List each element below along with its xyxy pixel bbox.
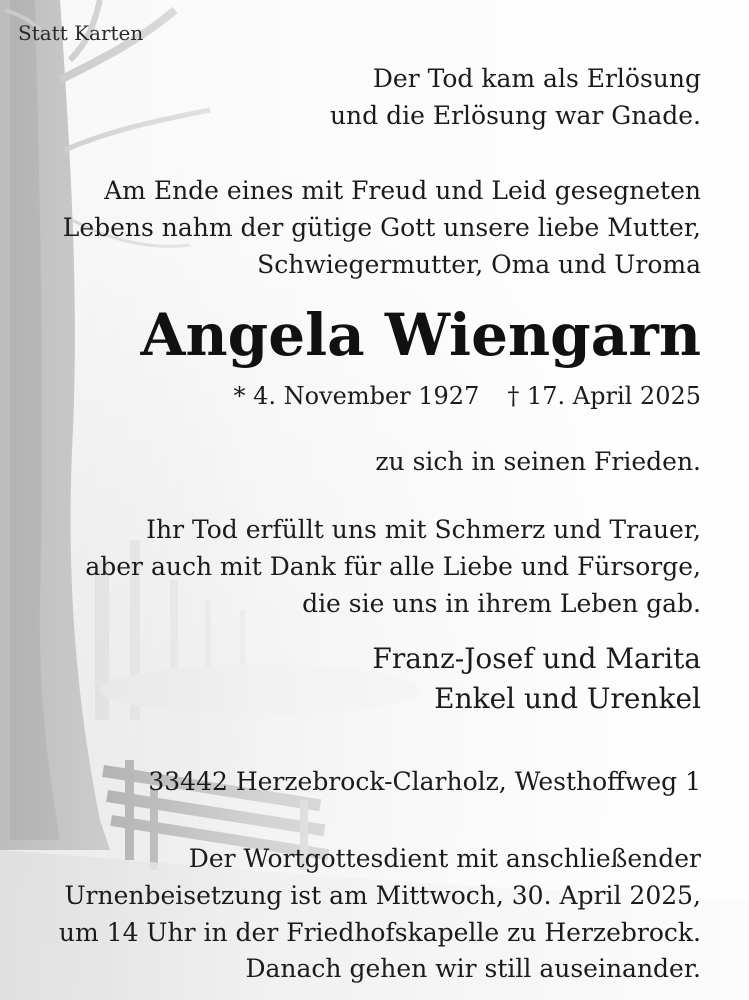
death-date: † 17. April 2025 <box>507 382 701 410</box>
service-line-1: Der Wortgottesdient mit anschließender <box>188 844 701 873</box>
gratitude-line-1: Ihr Tod erfüllt uns mit Schmerz und Trauer, <box>146 515 701 544</box>
kicker-statt-karten: Statt Karten <box>18 21 144 45</box>
service-info <box>59 840 701 951</box>
mourners-line-1: Franz-Josef und Marita <box>372 642 701 675</box>
life-dates <box>233 378 701 414</box>
intro-text <box>63 172 701 283</box>
intro-line-3: Schwiegermutter, Oma und Uroma <box>257 250 701 279</box>
gratitude-line-3: die sie uns in ihrem Leben gab. <box>302 589 701 618</box>
address: 33442 Herzebrock-Clarholz, Westhoffweg 1 <box>148 767 701 796</box>
gratitude-line-2: aber auch mit Dank für alle Liebe und Fürsorge, <box>85 552 701 581</box>
intro-line-2: Lebens nahm der gütige Gott unsere liebe Mutter, <box>62 213 701 242</box>
birth-date: * 4. November 1927 <box>233 382 480 410</box>
motto <box>330 60 701 134</box>
closing-line: Danach gehen wir still auseinander. <box>245 954 701 983</box>
service-line-3: um 14 Uhr in der Friedhofskapelle zu Herzebrock. <box>58 918 701 947</box>
motto-line-2: und die Erlösung war Gnade. <box>329 101 701 130</box>
peace-line: zu sich in seinen Frieden. <box>375 447 701 476</box>
service-line-2: Urnenbeisetzung ist am Mittwoch, 30. April 2025, <box>64 881 701 910</box>
motto-line-1: Der Tod kam als Erlösung <box>372 64 701 93</box>
mourners-line-2: Enkel und Urenkel <box>434 682 701 715</box>
mourners <box>372 639 701 719</box>
deceased-name: Angela Wiengarn <box>140 301 701 369</box>
intro-line-1: Am Ende eines mit Freud und Leid gesegneten <box>104 176 701 205</box>
gratitude-text <box>85 511 701 622</box>
